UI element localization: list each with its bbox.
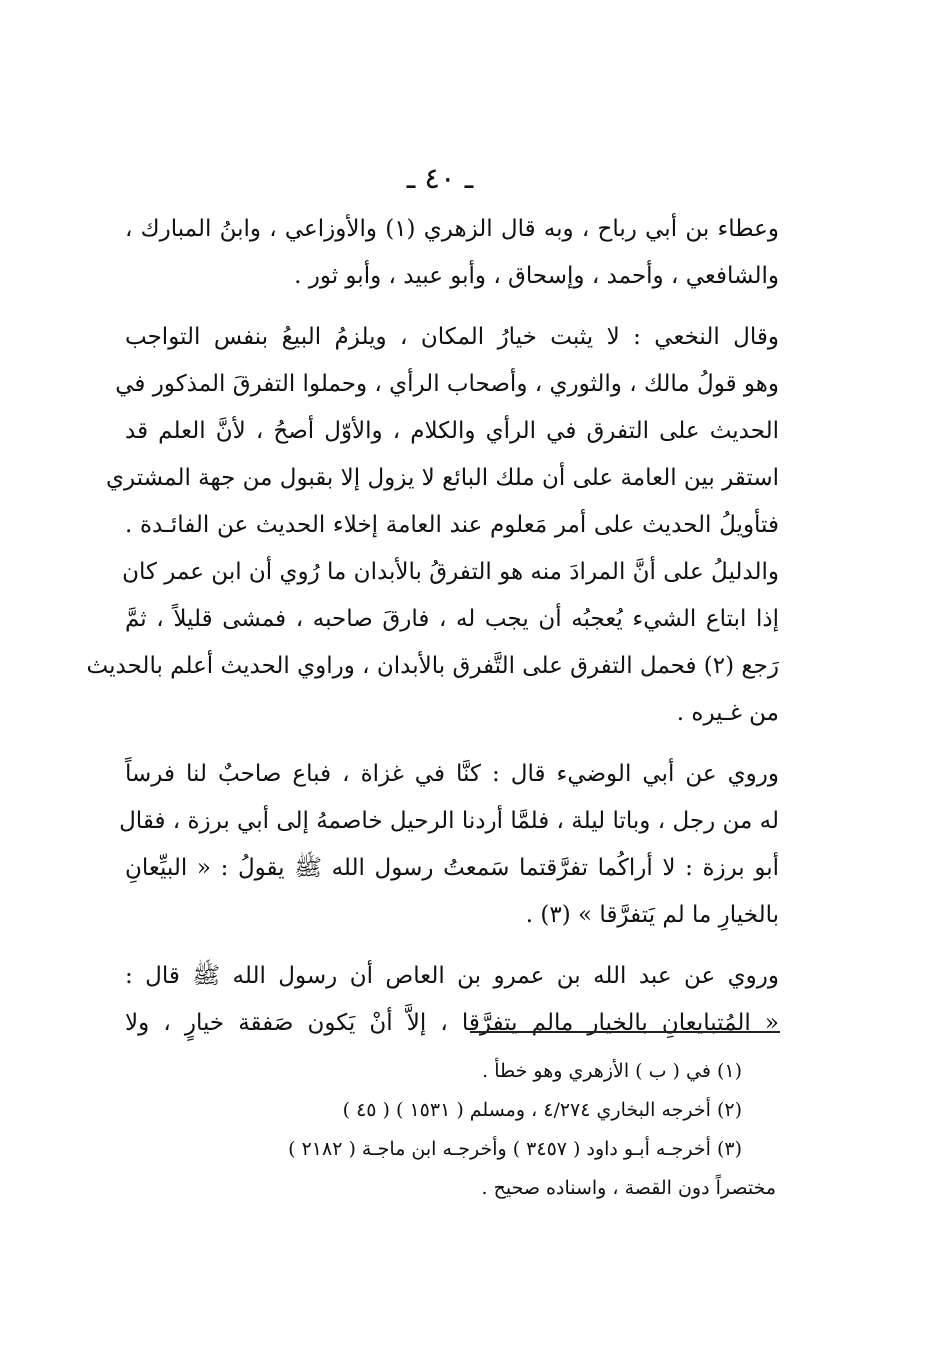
text-line: أبو برزة : لا أراكُما تفرَّقتما سَمعتُ رسول الله ﷺ يقولُ : « البيِّعانِ [125,855,779,881]
text-line: وقال النخعي : لا يثبت خيارُ المكان ، ويلزمُ البيعُ بنفس التواجب [125,324,779,350]
footnote-1: (١) في ( ب ) الأزهري وهو خطأ . [482,1060,742,1082]
text-line: فتأويلُ الحديث على أمر مَعلوم عند العامة إخلاء الحديث عن الفائـدة . [125,512,779,538]
footnote-2: (٢) أخرجه البخاري ٤/٢٧٤ ، ومسلم ( ١٥٣١ ) ( ٤٥ ) [342,1099,742,1121]
text-line: وروي عن أبي الوضيء قال : كنَّا في غزاة ، فباع صاحبٌ لنا فرساً [125,761,779,787]
paragraph-1 [125,206,779,300]
text-line: رَجع (٢) فحمل التفرق على التَّفرق بالأبدان ، وراوي الحديث أعلم بالحديث [86,653,779,679]
text-line: والدليلُ على أنَّ المرادَ منه هو التفرقُ بالأبدان ما رُوي أن ابن عمر كان [122,559,779,585]
page-number: ـ ٤٠ ـ [406,161,474,195]
text-line: الحديث على التفرق في الرأي والكلام ، والأوّل أصحُ ، لأنَّ العلم قد [125,418,779,444]
text-line: بالخيارِ ما لم يَتفرَّقا » (٣) . [525,902,779,928]
paragraph-3 [119,751,779,939]
text-line: من غـيره . [676,700,779,726]
footnote-3-continuation: مختصراً دون القصة ، واسناده صحيح . [481,1177,776,1199]
text-line: وهو قولُ مالك ، والثوري ، وأصحاب الرأي ، وحملوا التفرقَ المذكور في [115,371,779,397]
text-line: « المُتبايعانِ بالخيار مالم يتفرَّقا ، إلاَّ أنْ يَكون صَفقة خيارٍ ، ولا [125,1010,779,1036]
main-text [86,206,779,1061]
paragraph-2 [86,314,779,737]
footnote-divider [470,1031,780,1033]
text-line: والشافعي ، وأحمد ، وإسحاق ، وأبو عبيد ، وأبو ثور . [294,263,779,289]
text-line: وعطاء بن أبي رباح ، وبه قال الزهري (١) والأوزاعي ، وابنُ المبارك ، [125,216,779,242]
footnote-3: (٣) أخرجـه أبـو داود ( ٣٤٥٧ ) وأخرجـه ابن ماجـة ( ٢١٨٢ ) [288,1138,742,1160]
text-line: إذا ابتاع الشيء يُعجبُه أن يجب له ، فارقَ صاحبه ، فمشى قليلاً ، ثمَّ [125,606,779,632]
footnotes [136,1052,776,1208]
text-line: وروي عن عبد الله بن عمرو بن العاص أن رسول الله ﷺ قال : [125,963,779,989]
text-line: استقر بين العامة على أن ملك البائع لا يزول إلا بقبول من جهة المشتري [106,465,779,491]
text-line: له من رجل ، وباتا ليلة ، فلمَّا أردنا الرحيل خاصمهُ إلى أبي برزة ، فقال [119,808,779,834]
